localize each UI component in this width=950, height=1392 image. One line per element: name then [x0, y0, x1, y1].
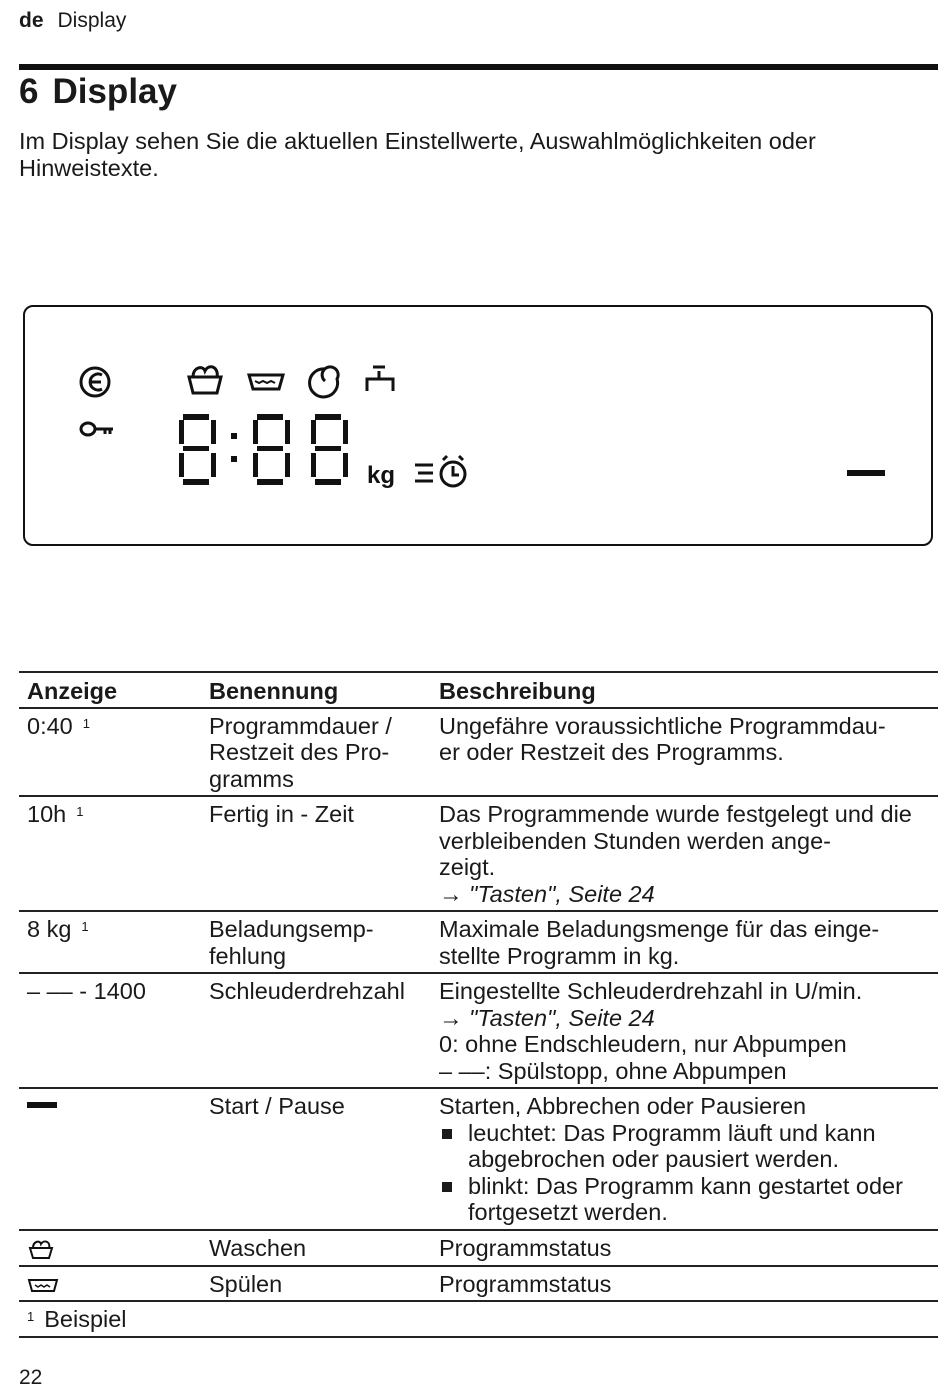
bullet-item: leuchtet: Das Programm läuft und kann abgebrochen oder pausiert werden.	[439, 1120, 930, 1173]
description-cell	[431, 973, 938, 1088]
name-cell: Waschen	[209, 1234, 307, 1261]
end-time-icon	[415, 456, 465, 486]
page-number: 22	[19, 1366, 43, 1389]
table-row	[19, 1230, 938, 1266]
description-text: Starten, Abbrechen oder Pausieren	[439, 1093, 807, 1119]
running-header	[19, 9, 126, 33]
display-cell	[19, 973, 203, 1088]
description-cell	[431, 1088, 938, 1230]
description-text-3: – ––: Spülstopp, ohne Abpumpen	[439, 1057, 787, 1084]
table-row	[19, 1088, 938, 1230]
cross-reference-link[interactable]: → "Tasten", Seite 24	[439, 880, 655, 907]
display-value: – –– - 1400	[27, 978, 146, 1004]
kg-unit-label: kg	[367, 462, 396, 489]
seven-segment-readout	[179, 414, 348, 485]
name-cell: Beladungsemp- fehlung	[209, 916, 374, 969]
display-symbols-table	[19, 671, 938, 1338]
section-title-text: Display	[52, 72, 177, 111]
bullet-item: blinkt: Das Programm kann gestartet oder fortgesetzt werden.	[439, 1173, 930, 1226]
header-section: Display	[57, 9, 127, 32]
digit-1	[179, 414, 216, 485]
footnote-marker: 1	[27, 1309, 35, 1324]
sensor-icon	[81, 368, 109, 396]
key-lock-icon	[81, 423, 113, 435]
column-header-beschreibung: Beschreibung	[439, 678, 596, 704]
display-cell	[19, 1266, 203, 1302]
display-cell	[19, 1088, 203, 1230]
column-header-benennung: Benennung	[209, 678, 339, 704]
start-pause-bar-icon	[27, 1099, 61, 1111]
display-cell	[19, 708, 203, 797]
footnote-text: Beispiel	[44, 1306, 127, 1332]
description-text: Eingestellte Schleuderdrehzahl in U/min.	[439, 978, 863, 1004]
column-header-anzeige: Anzeige	[27, 678, 118, 704]
drain-icon	[367, 367, 393, 391]
display-cell	[19, 1230, 203, 1266]
display-value: 10h	[27, 801, 67, 827]
name-cell: Start / Pause	[209, 1093, 345, 1119]
name-cell: Fertig in - Zeit	[209, 801, 354, 827]
display-panel-illustration	[23, 305, 933, 546]
table-footnote	[19, 1301, 938, 1337]
description-cell	[431, 796, 938, 911]
bullet-list	[439, 1120, 930, 1226]
display-value: 8 kg	[27, 916, 72, 942]
digit-3	[311, 414, 348, 485]
section-title	[19, 72, 177, 112]
start-pause-bar-icon	[847, 470, 885, 476]
colon-bottom	[231, 456, 237, 462]
name-cell: Schleuderdrehzahl	[209, 978, 405, 1004]
heading-rule	[19, 64, 938, 70]
table-row	[19, 796, 938, 911]
rinse-icon	[249, 375, 283, 389]
description-cell: Programmstatus	[439, 1270, 612, 1297]
wash-icon	[189, 367, 221, 393]
cross-reference-link[interactable]: → "Tasten", Seite 24	[439, 1004, 655, 1031]
section-number: 6	[19, 72, 39, 111]
description-cell: Programmstatus	[439, 1234, 612, 1261]
description-text-2: 0: ohne Endschleudern, nur Abpumpen	[439, 1031, 847, 1057]
display-cell	[19, 796, 203, 911]
digit-2	[253, 414, 290, 485]
name-cell: Programmdauer / Restzeit des Pro- gramms	[209, 712, 392, 792]
footnote-marker: 1	[81, 919, 89, 934]
description-text: Das Programmende wurde festgelegt und die verbleibenden Stunden werden ange- zeigt.	[439, 801, 912, 880]
colon-top	[231, 433, 237, 439]
table-row	[19, 1266, 938, 1302]
table-footnote-row	[19, 1301, 938, 1337]
display-value: 0:40	[27, 712, 73, 739]
table-row	[19, 973, 938, 1088]
wash-icon	[27, 1236, 57, 1262]
table-row	[19, 708, 938, 797]
description-cell: Ungefähre voraussichtliche Programmdau- er oder Restzeit des Programms.	[439, 712, 886, 765]
table-row	[19, 911, 938, 973]
footnote-marker: 1	[76, 804, 84, 819]
intro-paragraph: Im Display sehen Sie die aktuellen Einstellwerte, Auswahlmöglichkeiten oder Hinweistexte.	[19, 128, 816, 181]
spin-icon	[310, 367, 339, 397]
display-panel-graphic	[25, 307, 931, 544]
language-tag: de	[19, 9, 44, 32]
table-header-row	[19, 672, 938, 708]
footnote-marker: 1	[82, 715, 90, 731]
name-cell: Spülen	[209, 1270, 283, 1297]
description-cell: Maximale Beladungsmenge für das einge- stellte Programm in kg.	[439, 916, 880, 969]
rinse-icon	[27, 1273, 61, 1297]
display-cell	[19, 911, 203, 973]
